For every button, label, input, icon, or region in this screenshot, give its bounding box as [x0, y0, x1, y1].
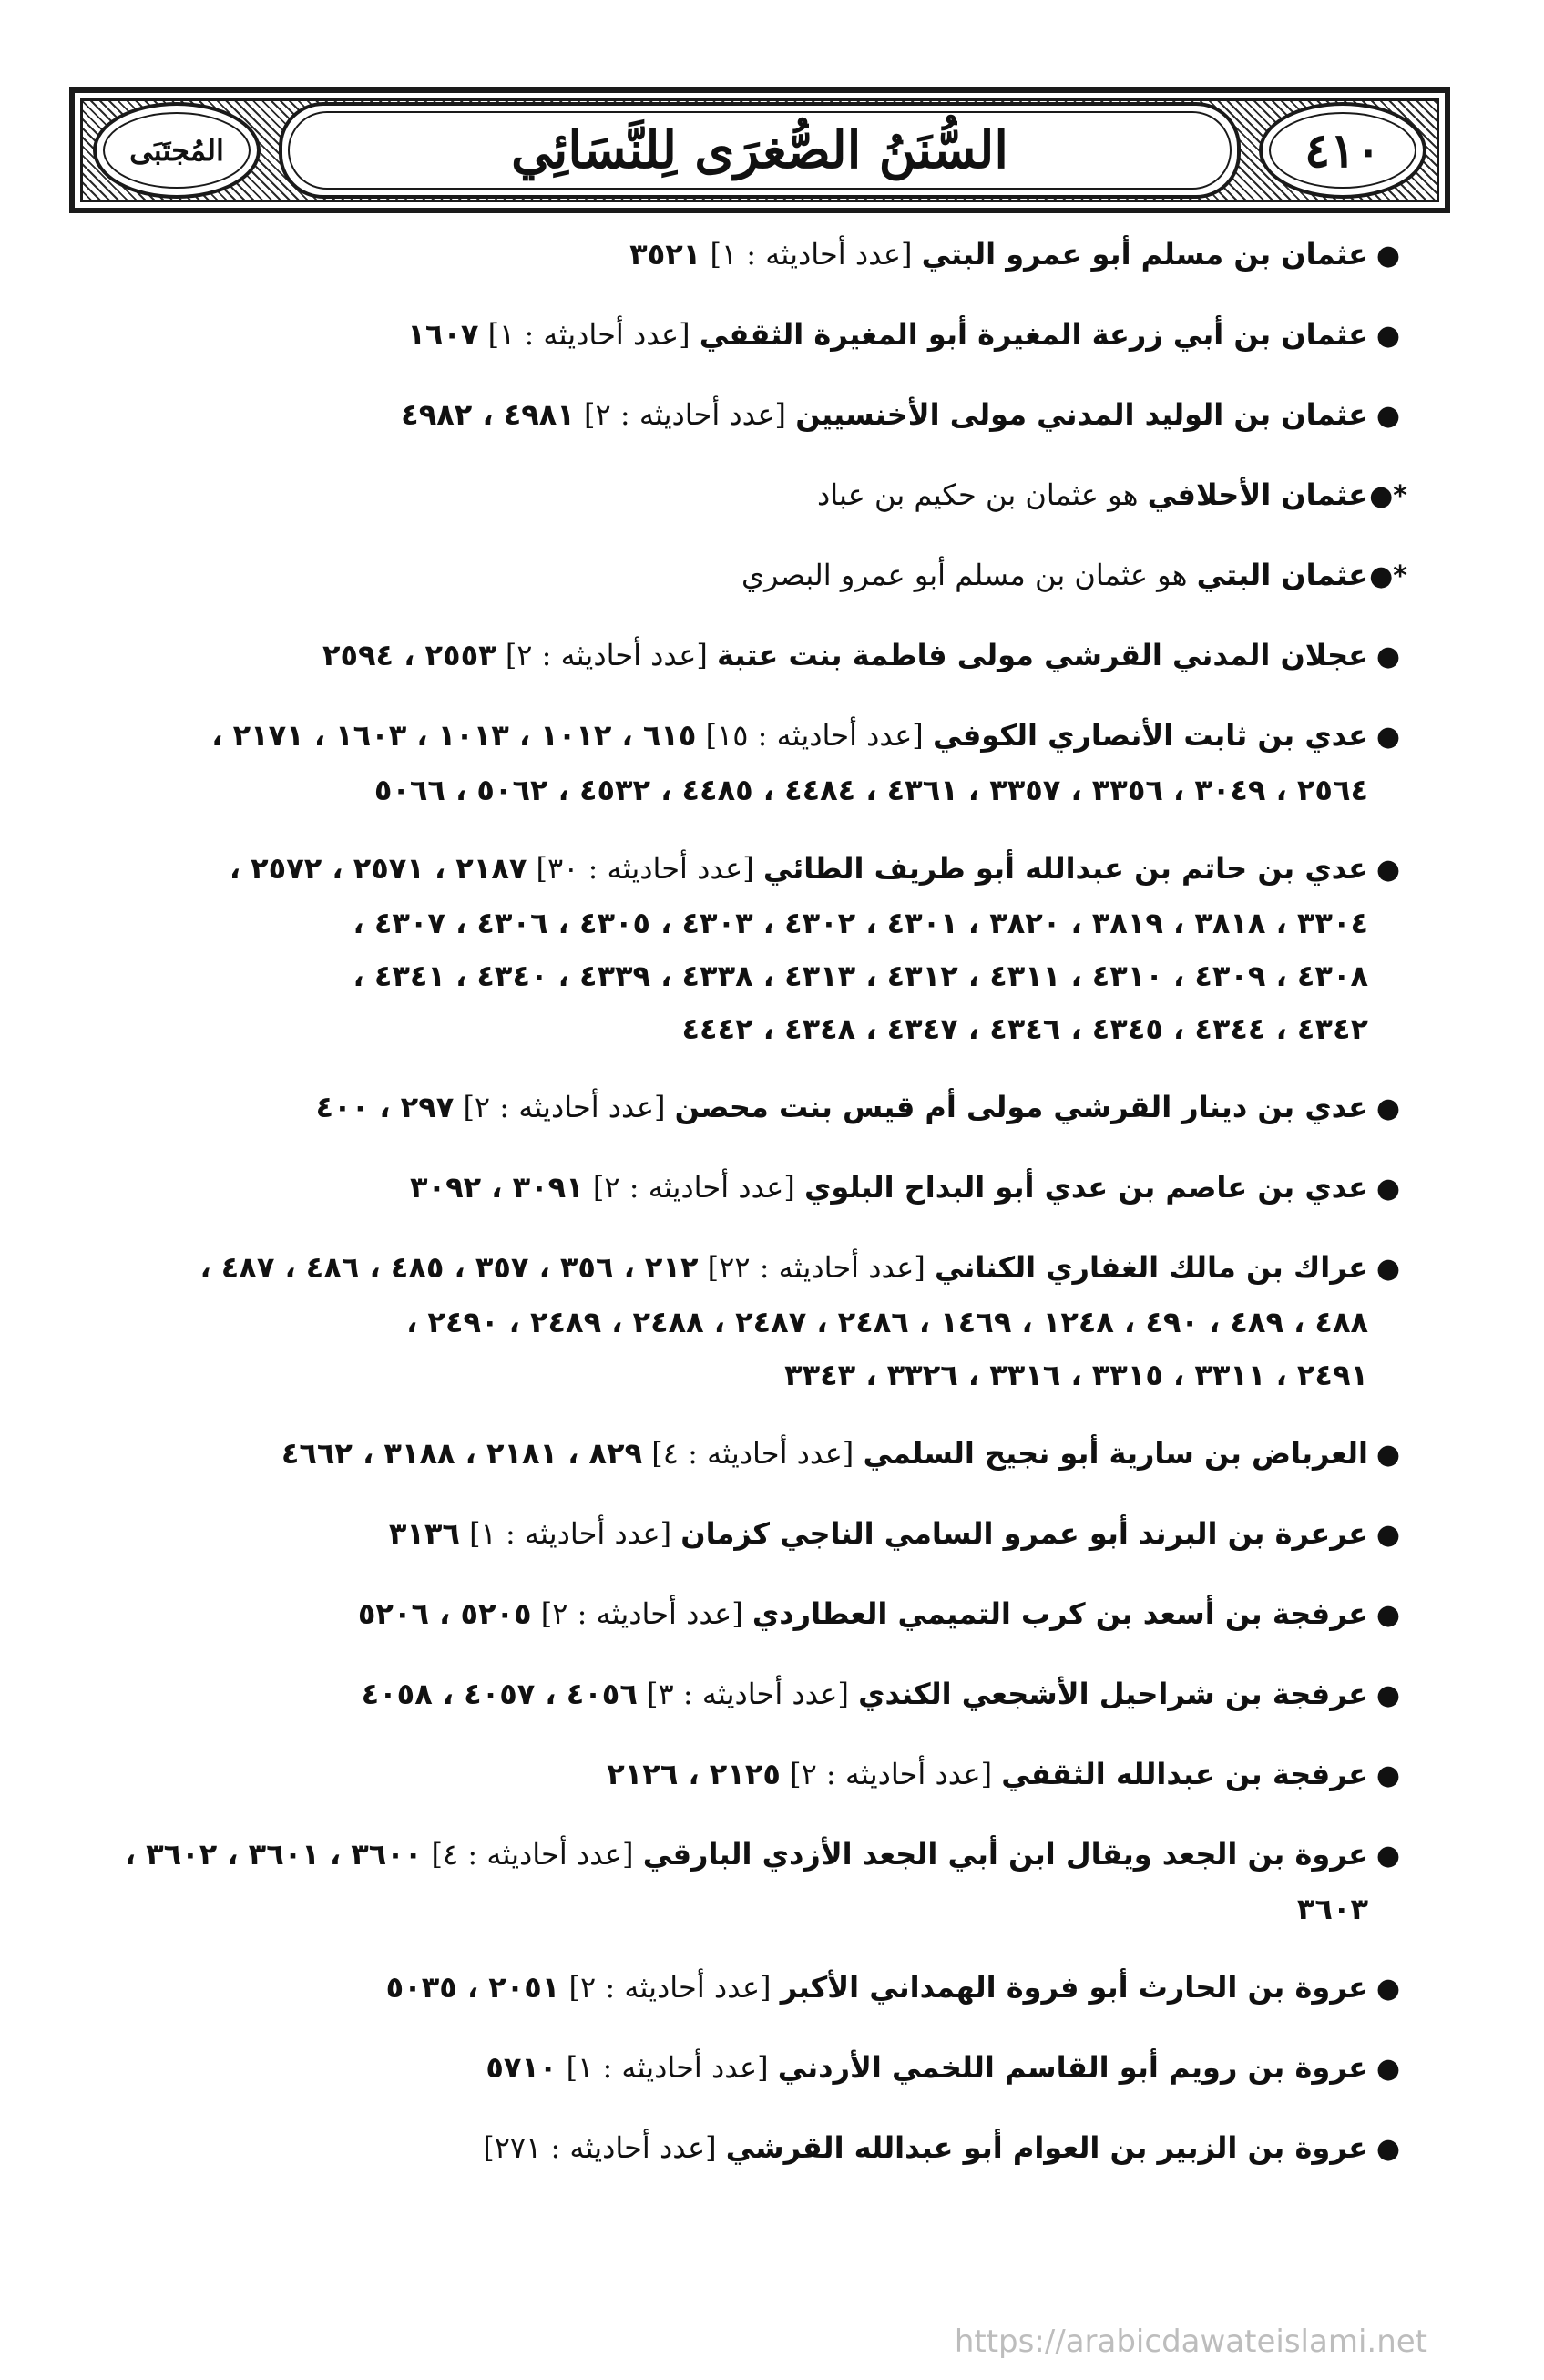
title-plate: [279, 102, 1241, 199]
hadith-count: [عدد أحاديثه : ٢]: [584, 397, 787, 432]
bullet-icon: ●: [1375, 320, 1401, 352]
narrator-name: عرفجة بن عبدالله الثقفي: [1001, 1757, 1368, 1791]
narrator-name: عدي بن حاتم بن عبدالله أبو طريف الطائي: [762, 851, 1368, 886]
bullet-icon: ●: [1375, 400, 1401, 432]
hadith-numbers: ٤٩٨١ ، ٤٩٨٢: [401, 397, 575, 432]
narrator-entry: [69, 388, 1408, 443]
narrator-name: عرعرة بن البرند أبو عمرو السامي الناجي كزمان: [680, 1516, 1368, 1551]
hadith-count: [عدد أحاديثه : ١]: [469, 1516, 672, 1551]
narrator-entry: [69, 1427, 1408, 1482]
bullet-icon: ●: [1375, 240, 1401, 272]
hadith-numbers: ٢١٨٧ ، ٢٥٧١ ، ٢٥٧٢ ،: [229, 851, 527, 886]
hadith-count: [عدد أحاديثه : ١٥]: [705, 718, 924, 753]
bullet-icon: ●: [1375, 1840, 1401, 1872]
hadith-count: [عدد أحاديثه : ٢٧١]: [483, 2130, 717, 2165]
narrator-entry: [69, 1241, 1408, 1401]
hadith-numbers: ٨٢٩ ، ٢١٨١ ، ٣١٨٨ ، ٤٦٦٢: [281, 1436, 643, 1471]
hadith-count: [عدد أحاديثه : ٢]: [568, 1970, 772, 2005]
hadith-count: [عدد أحاديثه : ٣٠]: [536, 851, 754, 886]
narrator-name: عثمان بن مسلم أبو عمرو البتي: [921, 237, 1368, 272]
narrator-entry: [69, 842, 1408, 1055]
bullet-icon: ●: [1375, 1439, 1401, 1471]
page-header: [69, 87, 1450, 213]
narrator-name: عدي بن دينار القرشي مولى أم قيس بنت محصن: [674, 1090, 1368, 1124]
hadith-count: [عدد أحاديثه : ٤]: [651, 1436, 854, 1471]
narrator-entry: [69, 2041, 1408, 2096]
narrator-name: عرفجة بن أسعد بن كرب التميمي العطاردي: [752, 1596, 1368, 1631]
narrator-entry: [69, 468, 1408, 523]
narrator-name: عثمان بن أبي زرعة المغيرة أبو المغيرة الثقفي: [699, 317, 1368, 352]
narrator-name: عدي بن ثابت الأنصاري الكوفي: [932, 718, 1368, 753]
narrator-entry: [69, 2121, 1408, 2176]
narrator-name: عراك بن مالك الغفاري الكناني: [935, 1250, 1368, 1285]
hadith-numbers: ٢١٢ ، ٣٥٦ ، ٣٥٧ ، ٤٨٥ ، ٤٨٦ ، ٤٨٧ ،: [199, 1250, 699, 1285]
hadith-count: [عدد أحاديثه : ٢]: [505, 638, 708, 672]
hadith-count: [عدد أحاديثه : ٢٢]: [707, 1250, 925, 1285]
hadith-count: [عدد أحاديثه : ٢]: [790, 1757, 993, 1791]
hadith-numbers: ٣١٣٦: [388, 1516, 460, 1551]
hadith-count: [عدد أحاديثه : ١]: [487, 317, 690, 352]
narrator-name: عثمان البتي: [1196, 558, 1368, 592]
narrator-index-list: [69, 228, 1408, 2201]
narrator-entry: [69, 308, 1408, 363]
hadith-count: هو عثمان بن حكيم بن عباد: [817, 477, 1139, 512]
bullet-icon: ●: [1375, 1519, 1401, 1551]
bullet-icon: *●: [1369, 480, 1407, 512]
narrator-name: عروة بن رويم أبو القاسم اللخمي الأردني: [777, 2050, 1368, 2085]
hadith-count: [عدد أحاديثه : ٢]: [592, 1170, 795, 1205]
hadith-numbers: ٣٦٠٠ ، ٣٦٠١ ، ٣٦٠٢ ،: [124, 1837, 423, 1872]
narrator-entry: [69, 1161, 1408, 1216]
hadith-numbers-continued: ٣٣٠٤ ، ٣٨١٨ ، ٣٨١٩ ، ٣٨٢٠ ، ٤٣٠١ ، ٤٣٠٢ ، ٤٣٠٣ ، ٤٣٠٥ ، ٤٣٠٦ ، ٤٣٠٧ ،: [353, 906, 1368, 940]
hadith-numbers: ٢٥٥٣ ، ٢٥٩٤: [322, 638, 496, 672]
narrator-name: عدي بن عاصم بن عدي أبو البداح البلوي: [804, 1170, 1368, 1205]
narrator-entry: [69, 549, 1408, 603]
hadith-count: [عدد أحاديثه : ١]: [566, 2050, 769, 2085]
hadith-numbers: ٢٠٥١ ، ٥٠٣٥: [385, 1970, 560, 2005]
bullet-icon: ●: [1375, 2133, 1401, 2165]
narrator-entry: [69, 1081, 1408, 1135]
hadith-numbers: ٥٢٠٥ ، ٥٢٠٦: [357, 1596, 532, 1631]
narrator-entry: [69, 228, 1408, 282]
narrator-entry: [69, 1748, 1408, 1802]
bullet-icon: ●: [1375, 1599, 1401, 1631]
hadith-numbers: ٢٩٧ ، ٤٠٠: [315, 1090, 455, 1124]
hadith-numbers: ٢١٢٥ ، ٢١٢٦: [607, 1757, 781, 1791]
narrator-name: عرفجة بن شراحيل الأشجعي الكندي: [858, 1677, 1368, 1711]
narrator-entry: [69, 1587, 1408, 1642]
bullet-icon: ●: [1375, 1759, 1401, 1791]
hadith-numbers: ٦١٥ ، ١٠١٢ ، ١٠١٣ ، ١٦٠٣ ، ٢١٧١ ،: [211, 718, 697, 753]
watermark: https://arabicdawateislami.net: [954, 2324, 1427, 2360]
hadith-count: [عدد أحاديثه : ٣]: [647, 1677, 849, 1711]
bullet-icon: ●: [1375, 1973, 1401, 2005]
narrator-name: عثمان الأحلافي: [1147, 477, 1368, 512]
narrator-entry: [69, 629, 1408, 683]
bullet-icon: ●: [1375, 854, 1401, 886]
bullet-icon: ●: [1375, 1093, 1401, 1124]
hadith-count: هو عثمان بن مسلم أبو عمرو البصري: [741, 558, 1188, 592]
bullet-icon: ●: [1375, 2053, 1401, 2085]
hadith-count: [عدد أحاديثه : ٢]: [463, 1090, 666, 1124]
logo-medallion: [93, 102, 261, 199]
bullet-icon: ●: [1375, 1679, 1401, 1711]
bullet-icon: ●: [1375, 1173, 1401, 1205]
narrator-name: عروة بن الحارث أبو فروة الهمداني الأكبر: [780, 1970, 1368, 2005]
narrator-name: عجلان المدني القرشي مولى فاطمة بنت عتبة: [716, 638, 1368, 672]
hadith-count: [عدد أحاديثه : ٢]: [540, 1596, 743, 1631]
hadith-count: [عدد أحاديثه : ١]: [710, 237, 913, 272]
hadith-numbers-continued: ٢٥٦٤ ، ٣٠٤٩ ، ٣٣٥٦ ، ٣٣٥٧ ، ٤٣٦١ ، ٤٤٨٤ ، ٤٤٨٥ ، ٤٥٣٢ ، ٥٠٦٢ ، ٥٠٦٦: [373, 773, 1368, 807]
hadith-numbers-continued: ٤٣٠٨ ، ٤٣٠٩ ، ٤٣١٠ ، ٤٣١١ ، ٤٣١٢ ، ٤٣١٣ ، ٤٣٣٨ ، ٤٣٣٩ ، ٤٣٤٠ ، ٤٣٤١ ،: [353, 959, 1368, 993]
bullet-icon: ●: [1375, 641, 1401, 672]
hadith-numbers: ٣٠٩١ ، ٣٠٩٢: [410, 1170, 584, 1205]
narrator-entry: [69, 1667, 1408, 1722]
narrator-name: عثمان بن الوليد المدني مولى الأخنسيين: [795, 397, 1368, 432]
narrator-entry: [69, 709, 1408, 816]
hadith-numbers: ١٦٠٧: [407, 317, 479, 352]
narrator-name: العرباض بن سارية أبو نجيح السلمي: [863, 1436, 1368, 1471]
hadith-count: [عدد أحاديثه : ٤]: [431, 1837, 634, 1872]
hadith-numbers-continued: ٤٣٤٢ ، ٤٣٤٤ ، ٤٣٤٥ ، ٤٣٤٦ ، ٤٣٤٧ ، ٤٣٤٨ ، ٤٤٤٢: [681, 1011, 1368, 1046]
hadith-numbers: ٤٠٥٦ ، ٤٠٥٧ ، ٤٠٥٨: [361, 1677, 638, 1711]
hadith-numbers-continued: ٤٨٨ ، ٤٨٩ ، ٤٩٠ ، ١٢٤٨ ، ١٤٦٩ ، ٢٤٨٦ ، ٢٤٨٧ ، ٢٤٨٨ ، ٢٤٨٩ ، ٢٤٩٠ ،: [406, 1305, 1368, 1339]
bullet-icon: ●: [1375, 1253, 1401, 1285]
narrator-entry: [69, 1961, 1408, 2016]
narrator-name: عروة بن الزبير بن العوام أبو عبدالله القرشي: [725, 2130, 1368, 2165]
narrator-name: عروة بن الجعد ويقال ابن أبي الجعد الأزدي البارقي: [642, 1837, 1368, 1872]
narrator-entry: [69, 1828, 1408, 1935]
hadith-numbers-continued: ٢٤٩١ ، ٣٣١١ ، ٣٣١٥ ، ٣٣١٦ ، ٣٣٢٦ ، ٣٣٤٣: [784, 1358, 1368, 1392]
hadith-numbers-continued: ٣٦٠٣: [1296, 1892, 1368, 1926]
book-title: السُّنَنُ الصُّغرَى لِلنَّسَائِي: [511, 120, 1008, 180]
narrator-entry: [69, 1507, 1408, 1562]
hadith-numbers: ٥٧١٠: [486, 2050, 557, 2085]
page-number-medallion: [1259, 102, 1426, 199]
hadith-numbers: ٣٥٢١: [629, 237, 701, 272]
bullet-icon: ●: [1375, 721, 1401, 753]
page-number: ٤١٠: [1304, 122, 1381, 179]
logo-text: المُجتَبَى: [129, 133, 224, 168]
bullet-icon: *●: [1369, 560, 1407, 592]
